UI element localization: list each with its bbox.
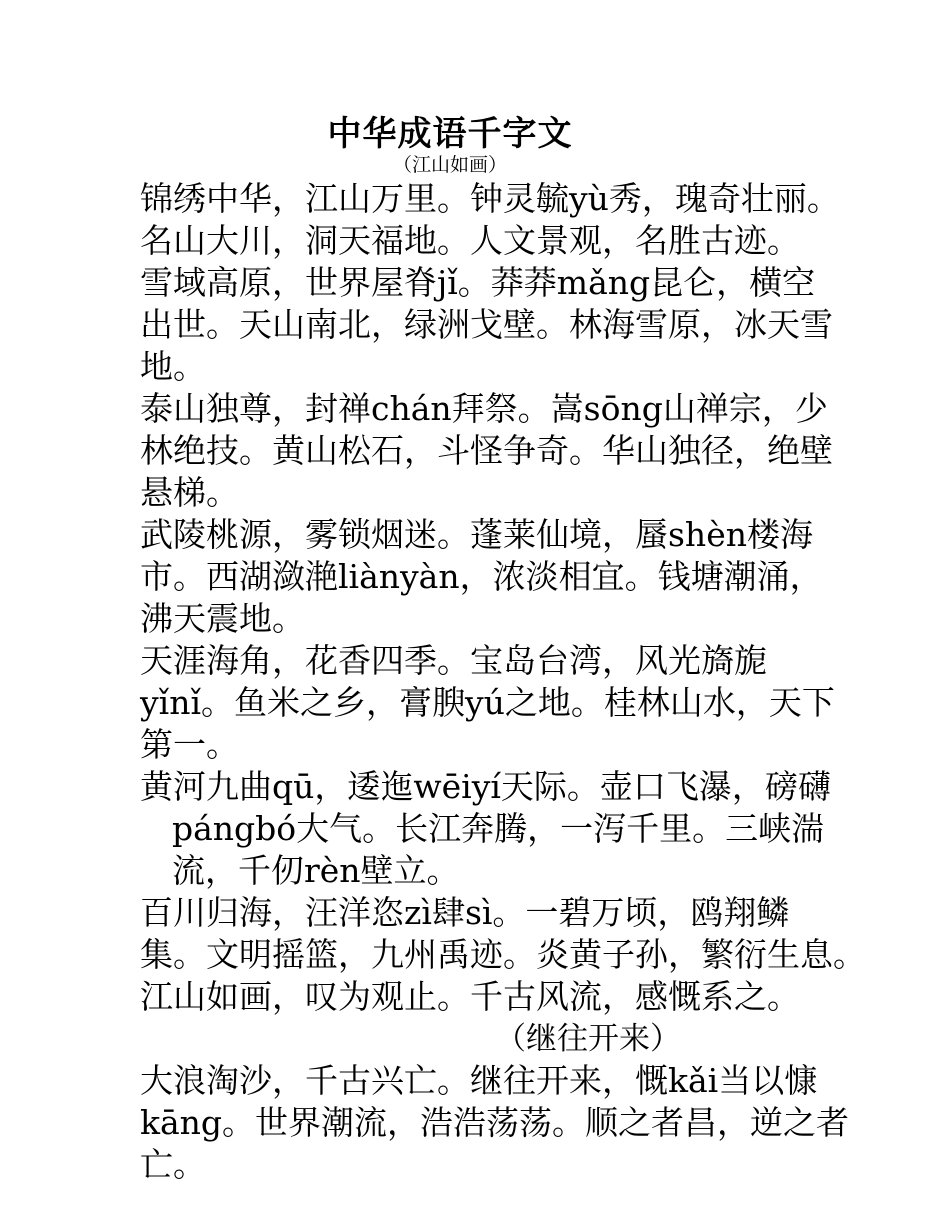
text-line: 武陵桃源，雾锁烟迷。蓬莱仙境，蜃shèn楼海	[140, 515, 813, 554]
text-line: 第一。	[140, 725, 239, 764]
text-line: 市。西湖潋滟liànyàn，浓淡相宜。钱塘潮涌，	[140, 557, 823, 596]
text-line: 百川归海，汪洋恣zì肆sì。一碧万顷，鸥翔鳞	[140, 893, 790, 932]
text-line: pángbó大气。长江奔腾，一泻千里。三峡湍	[172, 809, 825, 848]
text-line: 集。文明摇篮，九州禹迹。炎黄子孙，繁衍生息。	[140, 935, 866, 974]
text-line: 锦绣中华，江山万里。钟灵毓yù秀，瑰奇壮丽。	[140, 179, 840, 218]
text-line: 亡。	[140, 1145, 206, 1184]
text-line: 林绝技。黄山松石，斗怪争奇。华山独径，绝壁	[140, 431, 833, 470]
section-heading: （继往开来）	[495, 1021, 681, 1057]
text-line: 出世。天山南北，绿洲戈壁。林海雪原，冰天雪	[140, 305, 833, 344]
document-body	[140, 178, 866, 1186]
text-line: 天涯海角，花香四季。宝岛台湾，风光旖旎	[140, 641, 767, 680]
text-line: 沸天震地。	[140, 599, 305, 638]
text-line: 泰山独尊，封禅chán拜祭。嵩sōng山禅宗，少	[140, 389, 828, 428]
text-line: 雪域高原，世界屋脊jǐ。莽莽mǎng昆仑，横空	[140, 263, 816, 302]
text-line: 江山如画，叹为观止。千古风流，感慨系之。	[140, 977, 800, 1016]
text-line: 名山大川，洞天福地。人文景观，名胜古迹。	[140, 221, 800, 260]
text-line: 地。	[140, 347, 206, 386]
text-line: 悬梯。	[140, 473, 239, 512]
text-line: 大浪淘沙，千古兴亡。继往开来，慨kǎi当以慷	[140, 1061, 818, 1100]
text-line: kāng。世界潮流，浩浩荡荡。顺之者昌，逆之者	[140, 1103, 850, 1142]
document-title: 中华成语千字文	[327, 114, 573, 154]
text-line: yǐnǐ。鱼米之乡，膏腴yú之地。桂林山水，天下	[140, 683, 835, 722]
document-subtitle: （江山如画）	[392, 154, 507, 176]
text-line: 流，千仞rèn壁立。	[172, 851, 460, 890]
text-line: 黄河九曲qū，逶迤wēiyí天际。壶口飞瀑，磅礴	[140, 767, 831, 806]
